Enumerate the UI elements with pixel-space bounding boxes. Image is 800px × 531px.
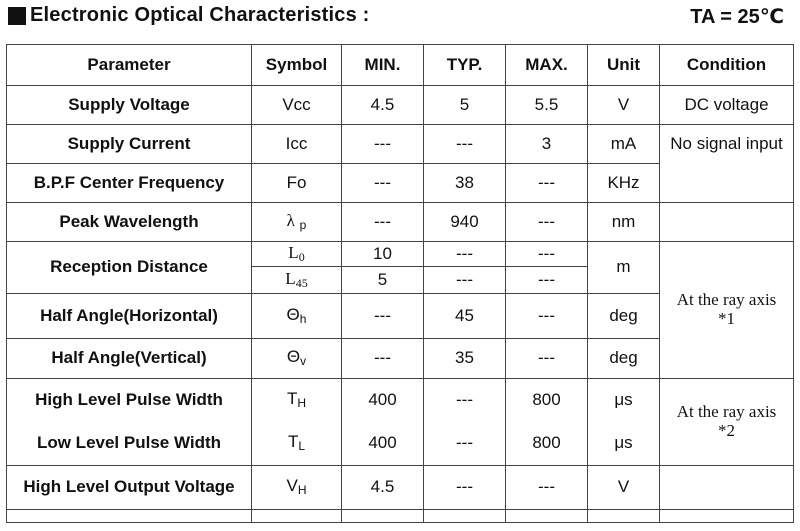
min-cell: 400	[342, 379, 424, 422]
typ-cell: ---	[424, 466, 506, 510]
max-cell: ---	[506, 339, 588, 379]
column-header: Symbol	[252, 45, 342, 86]
param-cell: Half Angle(Vertical)	[7, 339, 252, 379]
min-cell: ---	[342, 164, 424, 203]
symbol-subscript: 45	[295, 275, 308, 290]
condition-line: At the ray axis	[676, 402, 777, 422]
min-cell: 4.5	[342, 86, 424, 125]
table-header-row	[7, 45, 794, 86]
max-cell: ---	[506, 203, 588, 242]
section-header	[0, 0, 800, 34]
unit-cell: μs	[588, 379, 660, 422]
param-cell: B.P.F Center Frequency	[7, 164, 252, 203]
symbol-cell	[252, 466, 342, 510]
max-cell: ---	[506, 164, 588, 203]
min-cell: ---	[342, 203, 424, 242]
symbol-cell	[252, 267, 342, 294]
unit-cell: V	[588, 86, 660, 125]
unit-cell: KHz	[588, 164, 660, 203]
symbol-subscript: v	[300, 354, 307, 369]
param-cell: Half Angle(Horizontal)	[7, 294, 252, 339]
symbol-main: T	[286, 389, 298, 409]
table-row	[7, 203, 794, 242]
unit-cell: deg	[588, 294, 660, 339]
max-cell: ---	[506, 466, 588, 510]
characteristics-table	[6, 44, 794, 523]
symbol-cell	[252, 294, 342, 339]
symbol-main: L	[285, 268, 296, 288]
max-cell: ---	[506, 242, 588, 267]
table-row	[7, 125, 794, 164]
min-cell: 4.5	[342, 466, 424, 510]
symbol-cell	[252, 422, 342, 466]
theta-symbol: Θ	[286, 347, 301, 367]
param-cell: Low Level Pulse Width	[7, 422, 252, 466]
lambda-symbol: λ	[286, 210, 295, 230]
symbol-subscript: p	[299, 217, 307, 232]
min-cell: ---	[342, 125, 424, 164]
column-header: Condition	[660, 45, 794, 86]
column-header: Parameter	[7, 45, 252, 86]
condition-cell	[660, 242, 794, 379]
column-header: TYP.	[424, 45, 506, 86]
symbol-subscript: H	[297, 396, 307, 411]
symbol-subscript: h	[299, 311, 307, 326]
unit-cell: V	[588, 466, 660, 510]
symbol-cell	[252, 203, 342, 242]
table-row	[7, 86, 794, 125]
unit-cell: nm	[588, 203, 660, 242]
symbol-main: L	[288, 242, 299, 262]
table-row	[7, 466, 794, 510]
column-header: Unit	[588, 45, 660, 86]
section-title: Electronic Optical Characteristics :	[30, 4, 370, 26]
unit-cell: μs	[588, 422, 660, 466]
max-cell: 5.5	[506, 86, 588, 125]
typ-cell: 5	[424, 86, 506, 125]
column-header: MAX.	[506, 45, 588, 86]
param-cell: Supply Voltage	[7, 86, 252, 125]
typ-cell: ---	[424, 125, 506, 164]
unit-cell: mA	[588, 125, 660, 164]
symbol-main: V	[286, 476, 298, 496]
symbol-subscript: L	[298, 439, 306, 454]
condition-cell: No signal input	[660, 125, 794, 203]
typ-cell: 35	[424, 339, 506, 379]
param-cell: Supply Current	[7, 125, 252, 164]
typ-cell: 38	[424, 164, 506, 203]
symbol-cell: Icc	[252, 125, 342, 164]
ambient-temperature-note: TA = 25℃	[690, 6, 784, 28]
param-cell: High Level Pulse Width	[7, 379, 252, 422]
table-row-partial	[7, 510, 794, 523]
condition-line: *1	[718, 309, 735, 328]
condition-line: At the ray axis	[676, 290, 777, 310]
symbol-cell	[252, 339, 342, 379]
symbol-subscript: H	[297, 483, 307, 498]
min-cell: ---	[342, 294, 424, 339]
column-header: MIN.	[342, 45, 424, 86]
symbol-cell: Fo	[252, 164, 342, 203]
condition-cell	[660, 379, 794, 466]
unit-cell: m	[588, 242, 660, 294]
condition-cell	[660, 203, 794, 242]
theta-symbol: Θ	[286, 304, 300, 324]
table-row	[7, 379, 794, 422]
table-row	[7, 242, 794, 267]
typ-cell: 45	[424, 294, 506, 339]
typ-cell: ---	[424, 379, 506, 422]
max-cell: ---	[506, 267, 588, 294]
typ-cell: ---	[424, 242, 506, 267]
condition-cell: DC voltage	[660, 86, 794, 125]
min-cell: ---	[342, 339, 424, 379]
typ-cell: ---	[424, 422, 506, 466]
symbol-cell	[252, 242, 342, 267]
max-cell: 800	[506, 379, 588, 422]
max-cell: ---	[506, 294, 588, 339]
typ-cell: ---	[424, 267, 506, 294]
param-cell: Reception Distance	[7, 242, 252, 294]
min-cell: 400	[342, 422, 424, 466]
condition-cell	[660, 466, 794, 510]
symbol-subscript: 0	[298, 249, 305, 264]
max-cell: 800	[506, 422, 588, 466]
typ-cell: 940	[424, 203, 506, 242]
symbol-main: T	[287, 432, 299, 452]
condition-line: *2	[718, 421, 735, 440]
param-cell: Peak Wavelength	[7, 203, 252, 242]
min-cell: 10	[342, 242, 424, 267]
max-cell: 3	[506, 125, 588, 164]
min-cell: 5	[342, 267, 424, 294]
symbol-cell: Vcc	[252, 86, 342, 125]
bullet-square-icon	[8, 7, 26, 25]
unit-cell: deg	[588, 339, 660, 379]
symbol-cell	[252, 379, 342, 422]
param-cell: High Level Output Voltage	[7, 466, 252, 510]
